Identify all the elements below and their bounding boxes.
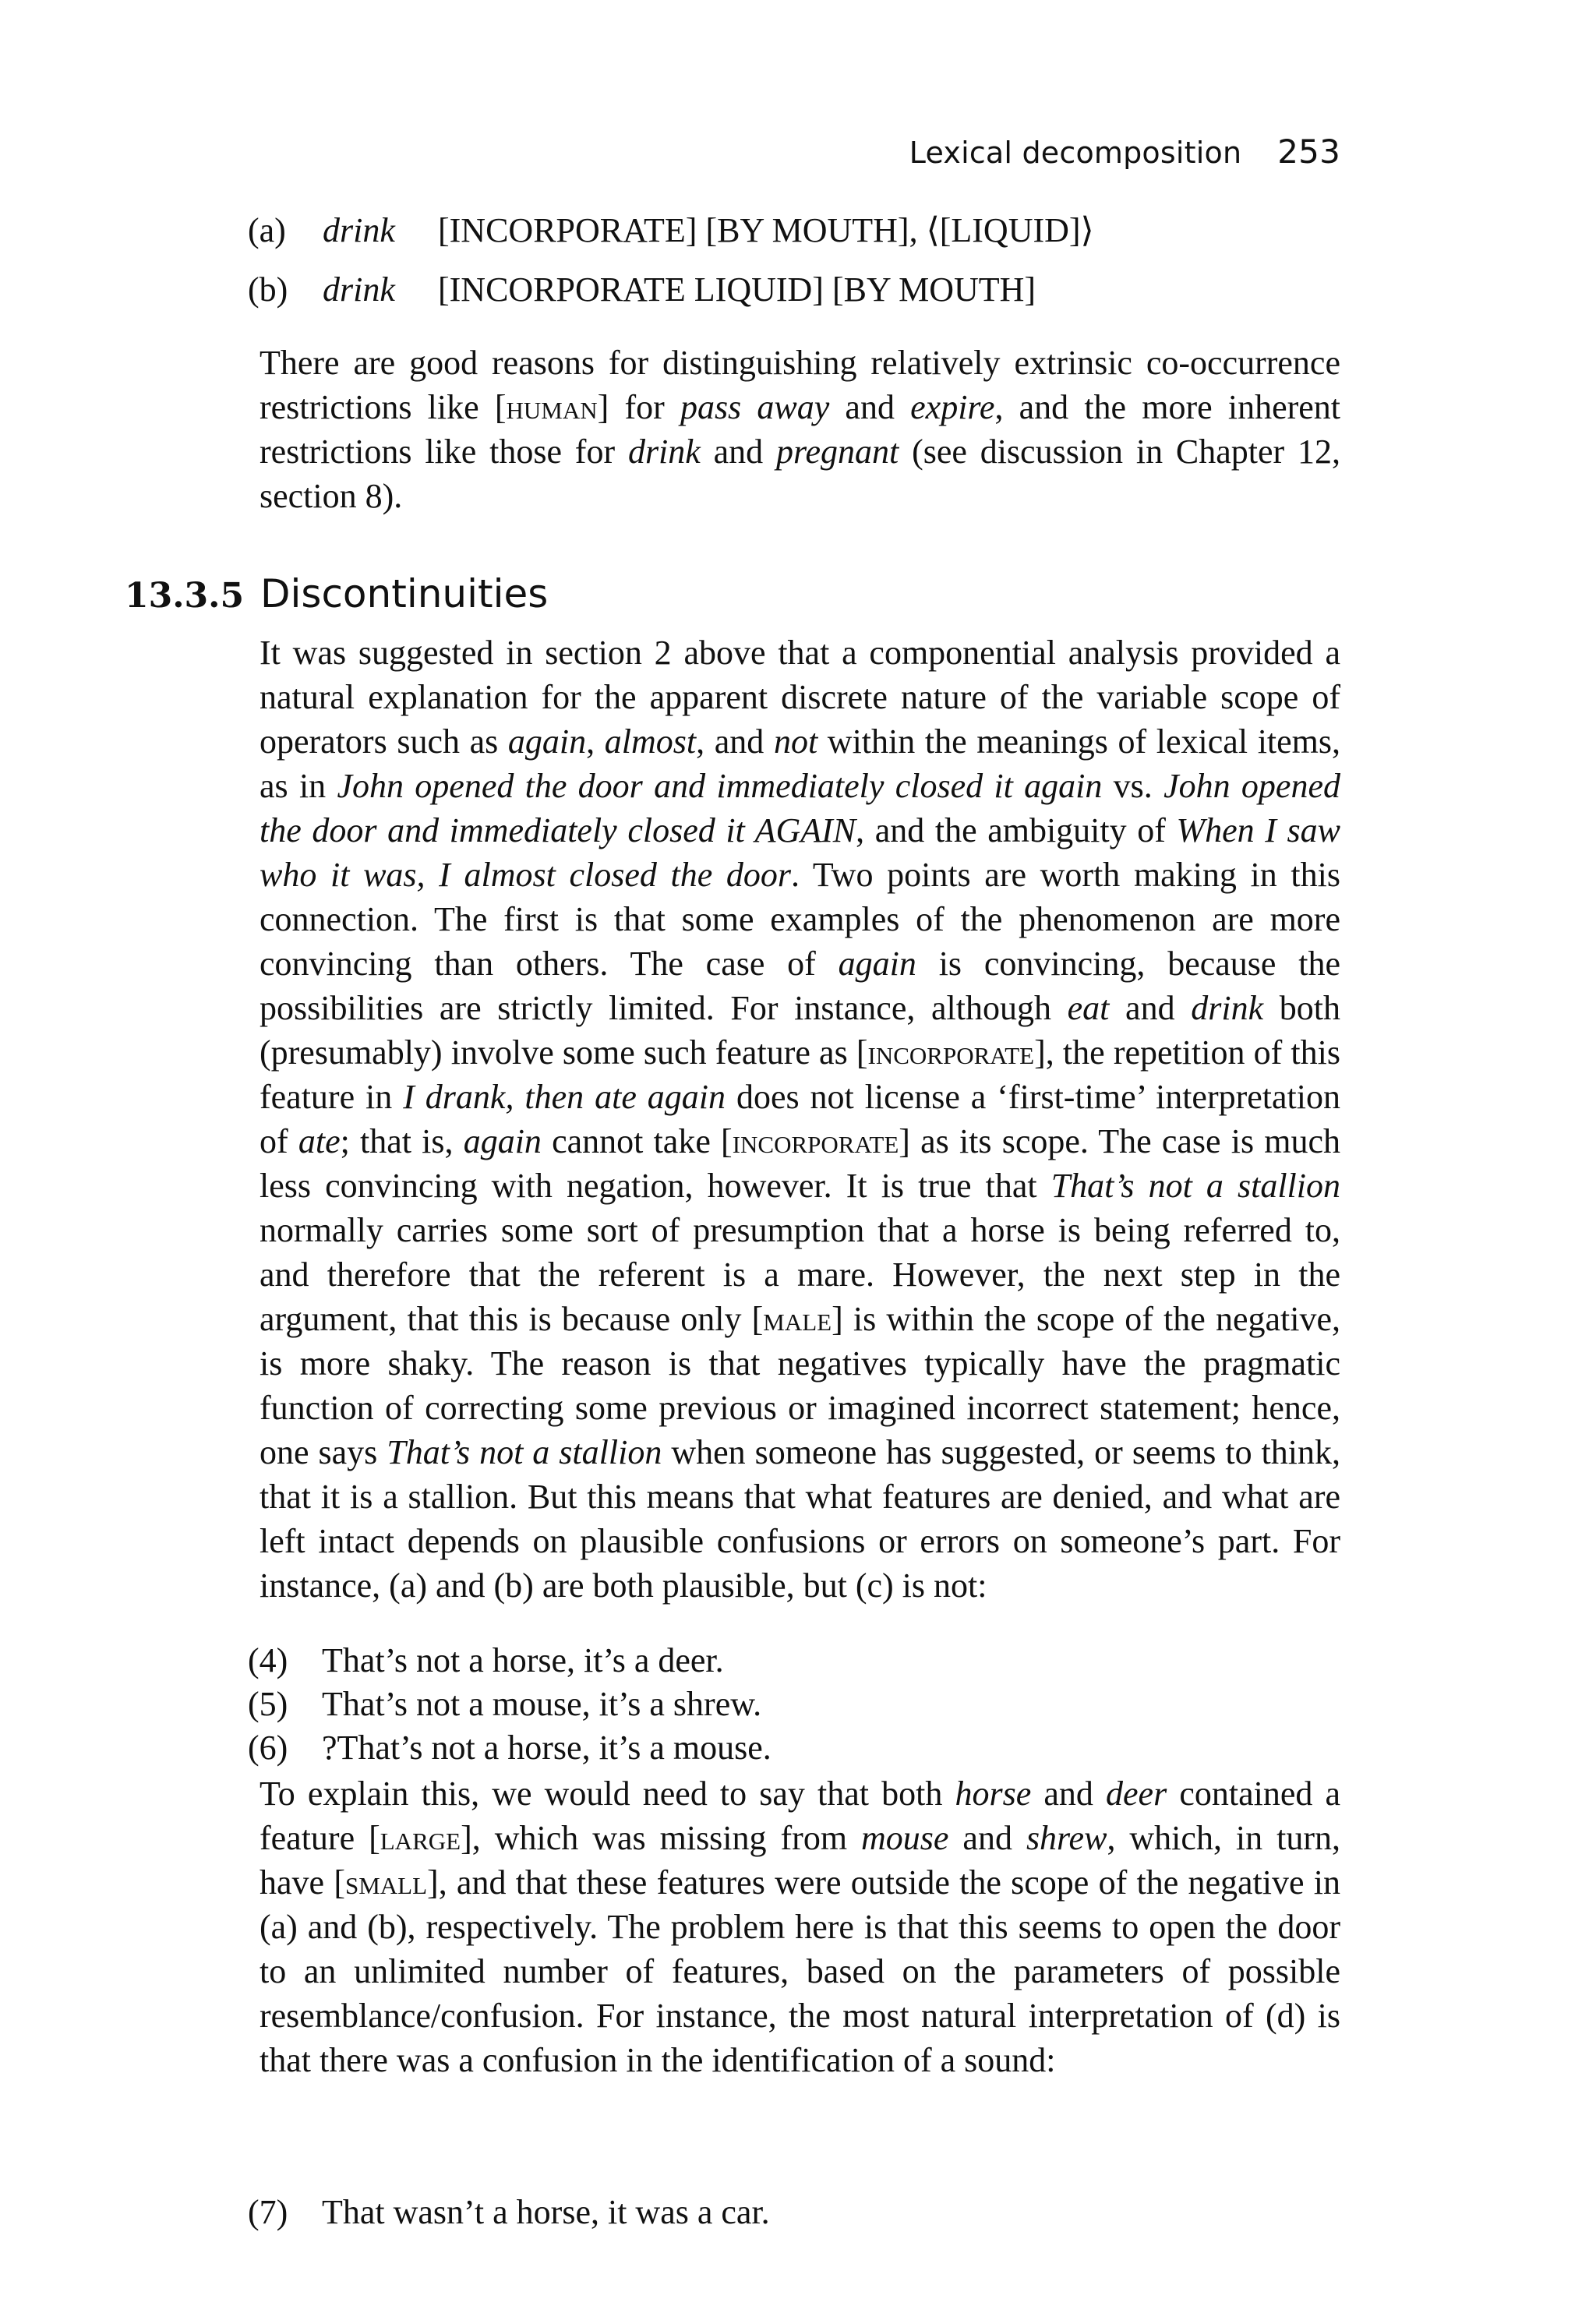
definition-word: drink [323,270,395,309]
italic-term: pregnant [776,433,899,471]
italic-term: That’s not a stallion [1050,1167,1340,1205]
text-run: To explain this, we would need to say that both [260,1775,955,1813]
italic-term: That’s not a stallion [387,1433,662,1471]
definition-label: (a) [248,211,286,249]
text-run: both (presumably) involve some such feature as [260,989,1340,1072]
text-run: . Two points are worth making in this connection. The first is that some examples of the phenomenon are more convincing than others. The case of [260,856,1340,983]
italic-term: John opened the door and immediately closed it again [337,767,1103,805]
feature-term: [incorporate] [856,1033,1046,1072]
text-run: within the meanings of lexical items, as in [260,722,1341,805]
text-run: , and the more inherent restrictions like those for [260,388,1341,471]
text-run: and [1031,1775,1107,1813]
definition-features: [INCORPORATE] [BY MOUTH], ⟨[LIQUID]⟩ [438,211,1094,249]
definition-word: drink [323,211,395,249]
italic-term: John opened the door and immediately closed it AGAIN [260,767,1340,849]
text-run: and [700,433,776,471]
italic-term: I drank, then ate again [403,1078,726,1116]
text-run: is convincing, because the possibilities are strictly limited. For instance, although [260,945,1340,1027]
text-run: and [829,388,911,426]
text-run: , and [696,722,774,761]
text-run: , [586,722,605,761]
italic-term: pass away [680,388,830,426]
italic-term: expire [910,388,995,426]
section-heading [125,571,548,616]
paragraph-discontinuities [260,630,1340,1608]
italic-term: mouse [861,1819,949,1857]
italic-term: eat [1067,989,1110,1027]
text-run: for [609,388,680,426]
example-item [248,1684,1339,1728]
example-number: (6) [248,1729,288,1767]
definition-label: (b) [248,270,288,309]
italic-term: drink [627,433,701,471]
italic-term: again [507,722,587,761]
example-text: ?That’s not a horse, it’s a mouse. [322,1729,772,1767]
example-item [248,2192,1339,2236]
text-run: ; that is, [340,1122,464,1160]
running-title: Lexical decomposition [909,136,1242,170]
text-run: and [948,1819,1026,1857]
italic-term: drink [1191,989,1264,1027]
example-number: (4) [248,1641,288,1679]
italic-term: horse [955,1775,1032,1813]
example-text: That wasn’t a horse, it was a car. [322,2193,770,2231]
text-run: is within the scope of the negative, is more shaky. The reason is that negatives typically have the pragmatic function of correcting some previous or imagined incorrect statement; hence, one says [260,1300,1340,1471]
italic-term: again [838,945,916,983]
italic-term: almost [604,722,697,761]
definition-row [248,270,1339,329]
example-item [248,1728,1339,1771]
example-text: That’s not a mouse, it’s a shrew. [322,1685,762,1723]
example-number: (7) [248,2193,288,2231]
feature-term: [small] [334,1863,439,1902]
text-run: as its scope. The case is much less convincing with negation, however. It is true that [260,1122,1341,1205]
text-run: , which, in turn, have [260,1819,1340,1902]
section-number: 13.3.5 [125,576,245,616]
italic-term: When I saw who it was, I almost closed the door [260,811,1340,894]
italic-term: not [773,722,818,761]
text-run: does not license a ‘first-time’ interpretation of [260,1078,1340,1160]
example-text: That’s not a horse, it’s a deer. [322,1641,724,1679]
text-run: cannot take [541,1122,722,1160]
text-run: vs. [1102,767,1164,805]
text-run: It was suggested in section 2 above that a componential analysis provided a natural explanation for the apparent discrete nature of the variable scope of operators such as [260,634,1340,761]
example-number: (5) [248,1685,288,1723]
italic-term: ate [298,1122,341,1160]
definition-list [248,210,1339,329]
italic-term: deer [1106,1775,1167,1813]
text-run: and [1109,989,1192,1027]
text-run: when someone has suggested, or seems to think, that it is a stallion. But this means that what features are denied, and what are left intact depends on plausible confusions or errors on someone’s part. For instance, (a) and (b) are both plausible, but (c) is not: [260,1433,1341,1605]
feature-term: [incorporate] [721,1122,910,1160]
text-run: , which was missing from [471,1819,862,1857]
text-run: normally carries some sort of presumption that a horse is being referred to, and therefore that the referent is a mare. However, the next step in the argument, that this is because only [260,1211,1340,1338]
feature-term: [human] [494,388,609,426]
text-run: (see discussion in Chapter 12, section 8). [260,433,1341,515]
definition-row [248,210,1339,270]
text-run: contained a feature [260,1775,1340,1857]
text-run: There are good reasons for distinguishing relatively extrinsic co-occurrence restrictions like [260,344,1340,426]
feature-term: [male] [751,1300,843,1338]
text-run: , and that these features were outside the scope of the negative in (a) and (b), respectively. The problem here is that this seems to open the door to an unlimited number of features, based on the parameters of possible resemblance/confusion. For instance, the most natural interpretation of (d) is that there was a confusion in the identification of a sound: [260,1863,1340,2079]
feature-term: [large] [369,1819,472,1857]
italic-term: shrew [1026,1819,1107,1857]
running-header [826,132,1340,171]
section-title: Discontinuities [260,571,549,616]
text-run: , the repetition of this feature in [260,1033,1340,1116]
paragraph-features [260,1771,1340,2082]
definition-features: [INCORPORATE LIQUID] [BY MOUTH] [438,270,1036,309]
italic-term: again [463,1122,542,1160]
paragraph-cooccurrence [260,341,1340,518]
example-list [248,1640,1339,1771]
text-run: , and the ambiguity of [856,811,1177,849]
example-item [248,1640,1339,1684]
example-list [248,2192,1339,2236]
page-number: 253 [1277,132,1340,171]
